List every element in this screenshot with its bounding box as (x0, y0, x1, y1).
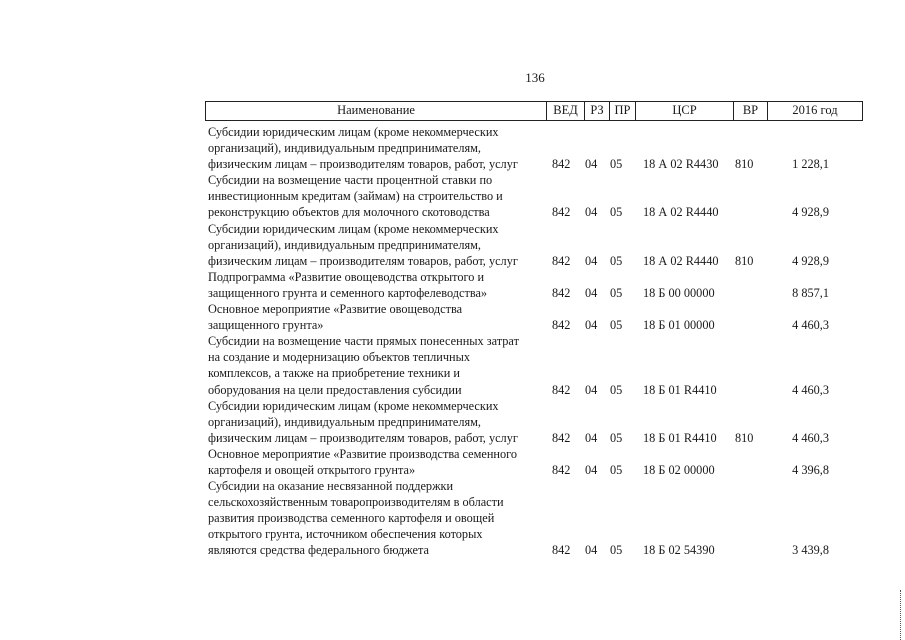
cell-pr: 05 (610, 318, 623, 333)
header-name: Наименование (206, 102, 547, 120)
table-row (0, 221, 905, 269)
cell-amount: 4 460,3 (792, 430, 829, 445)
row-name-line: защищенного грунта» (208, 318, 324, 333)
cell-amount: 4 928,9 (792, 253, 829, 268)
cell-vr: 810 (735, 430, 754, 445)
row-name-line: Субсидии юридическим лицам (кроме некоммерческих (208, 221, 499, 236)
cell-csr: 18 Б 01 R4410 (643, 382, 717, 397)
cell-csr: 18 А 02 R4430 (643, 157, 719, 172)
table-row (0, 446, 905, 478)
cell-ved: 842 (552, 157, 571, 172)
table-row (0, 124, 905, 172)
cell-rz: 04 (585, 205, 598, 220)
cell-amount: 4 460,3 (792, 318, 829, 333)
row-name-line: физическим лицам – производителям товаров, работ, услуг (208, 430, 518, 445)
row-name-line: Субсидии юридическим лицам (кроме некоммерческих (208, 398, 499, 413)
header-year: 2016 год (792, 103, 838, 117)
cell-ved: 842 (552, 462, 571, 477)
row-name-line: оборудования на цели предоставления субсидии (208, 382, 462, 397)
table-row (0, 333, 905, 397)
header-csr: ЦСР (636, 102, 734, 120)
table-row (0, 301, 905, 333)
row-name-line: открытого грунта, источником обеспечения которых (208, 527, 483, 542)
cell-ved: 842 (552, 253, 571, 268)
cell-csr: 18 Б 02 54390 (643, 543, 715, 558)
cell-csr: 18 Б 01 R4410 (643, 430, 717, 445)
cell-rz: 04 (585, 430, 598, 445)
row-name-line: Субсидии на возмещение части прямых понесенных затрат (208, 334, 519, 349)
row-name-line: Подпрограмма «Развитие овощеводства открытого и (208, 269, 485, 284)
cell-amount: 4 396,8 (792, 462, 829, 477)
cell-pr: 05 (610, 382, 623, 397)
cell-rz: 04 (585, 543, 598, 558)
scan-edge-mark (900, 590, 902, 640)
header-pr: ПР (610, 102, 636, 120)
cell-pr: 05 (610, 253, 623, 268)
cell-csr: 18 А 02 R4440 (643, 205, 719, 220)
cell-amount: 4 460,3 (792, 382, 829, 397)
cell-ved: 842 (552, 382, 571, 397)
page-number: 136 (525, 70, 545, 85)
table-row (0, 478, 905, 558)
header-rz: РЗ (585, 102, 610, 120)
cell-ved: 842 (552, 318, 571, 333)
cell-vr: 810 (735, 157, 754, 172)
cell-pr: 05 (610, 157, 623, 172)
row-name-line: Субсидии юридическим лицам (кроме некоммерческих (208, 125, 499, 139)
header-vr: ВР (734, 102, 768, 120)
row-name-line: физическим лицам – производителям товаров, работ, услуг (208, 157, 518, 172)
row-name-line: Основное мероприятие «Развитие производства семенного (208, 446, 518, 461)
row-name-line: Субсидии на оказание несвязанной поддержки (208, 479, 454, 494)
cell-amount: 1 228,1 (792, 157, 829, 172)
cell-pr: 05 (610, 543, 623, 558)
table-row (0, 269, 905, 301)
cell-pr: 05 (610, 430, 623, 445)
table-row (0, 172, 905, 220)
row-name-line: являются средства федерального бюджета (208, 543, 429, 558)
row-name-line: организаций), индивидуальным предпринимателям, (208, 237, 481, 252)
cell-csr: 18 Б 02 00000 (643, 462, 715, 477)
row-name-line: сельскохозяйственным товаропроизводителям в области (208, 495, 504, 510)
cell-ved: 842 (552, 285, 571, 300)
cell-amount: 8 857,1 (792, 285, 829, 300)
row-name-line: реконструкцию объектов для молочного скотоводства (208, 205, 490, 220)
cell-pr: 05 (610, 285, 623, 300)
cell-csr: 18 А 02 R4440 (643, 253, 719, 268)
cell-csr: 18 Б 01 00000 (643, 318, 715, 333)
row-name-line: физическим лицам – производителям товаров, работ, услуг (208, 253, 518, 268)
row-name-line: Основное мероприятие «Развитие овощеводства (208, 302, 463, 317)
cell-ved: 842 (552, 430, 571, 445)
cell-rz: 04 (585, 318, 598, 333)
table-body (0, 124, 905, 559)
cell-rz: 04 (585, 382, 598, 397)
cell-csr: 18 Б 00 00000 (643, 285, 715, 300)
row-name-line: Субсидии на возмещение части процентной ставки по (208, 173, 493, 188)
row-name-line: картофеля и овощей открытого грунта» (208, 462, 416, 477)
cell-rz: 04 (585, 157, 598, 172)
row-name-line: на создание и модернизацию объектов тепличных (208, 350, 471, 365)
cell-pr: 05 (610, 205, 623, 220)
header-ved: ВЕД (547, 102, 585, 120)
row-name-line: защищенного грунта и семенного картофелеводства» (208, 285, 488, 300)
row-name-line: инвестиционным кредитам (займам) на строительство и (208, 189, 503, 204)
table-row (0, 398, 905, 446)
cell-rz: 04 (585, 462, 598, 477)
table-header (205, 101, 863, 121)
row-name-line: организаций), индивидуальным предпринимателям, (208, 414, 481, 429)
cell-vr: 810 (735, 253, 754, 268)
row-name-line: комплексов, а также на приобретение техники и (208, 366, 460, 381)
cell-ved: 842 (552, 205, 571, 220)
row-name-line: развития производства семенного картофеля и овощей (208, 511, 495, 526)
cell-rz: 04 (585, 253, 598, 268)
cell-ved: 842 (552, 543, 571, 558)
cell-amount: 4 928,9 (792, 205, 829, 220)
cell-rz: 04 (585, 285, 598, 300)
cell-pr: 05 (610, 462, 623, 477)
cell-amount: 3 439,8 (792, 543, 829, 558)
row-name-line: организаций), индивидуальным предпринимателям, (208, 141, 481, 156)
